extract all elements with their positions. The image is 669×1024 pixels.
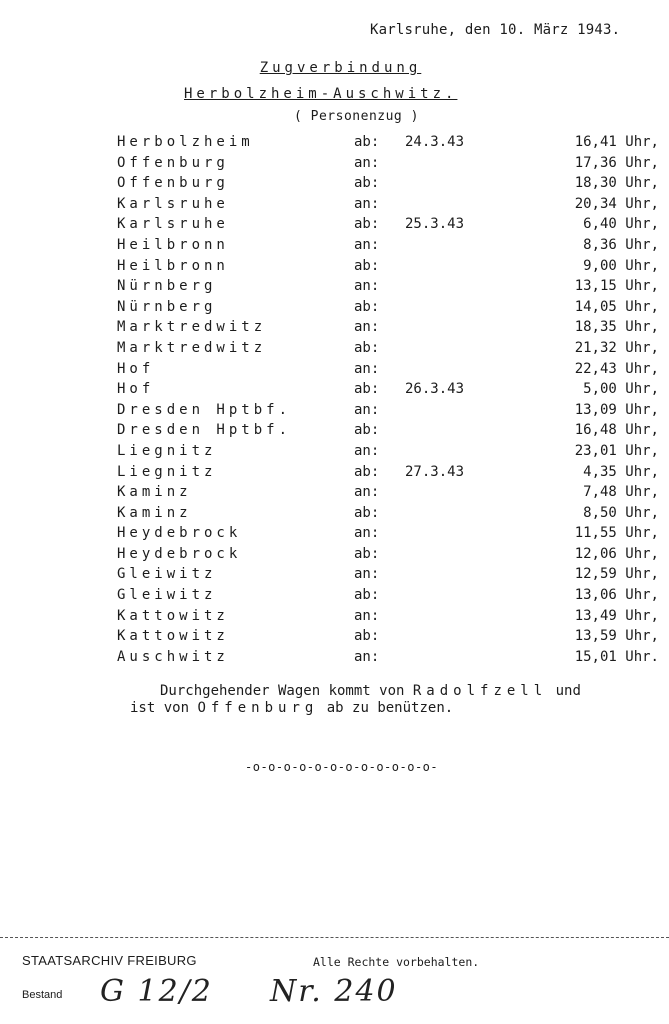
arrival-departure: an: xyxy=(354,484,380,501)
station-name: Heilbronn xyxy=(117,257,229,274)
arrival-departure: ab: xyxy=(354,422,380,439)
travel-date: 25.3.43 xyxy=(405,216,465,233)
table-row xyxy=(0,317,669,338)
departure-time: 22,43 Uhr, xyxy=(574,360,659,377)
station-name: Nürnberg xyxy=(117,298,217,315)
arrival-departure: ab: xyxy=(354,216,380,233)
departure-time: 12,59 Uhr, xyxy=(574,566,659,583)
arrival-departure: ab: xyxy=(354,504,380,521)
arrival-departure: ab: xyxy=(354,175,380,192)
station-name: Marktredwitz xyxy=(117,339,267,356)
station-name: Gleiwitz xyxy=(117,566,217,583)
departure-time: 13,59 Uhr, xyxy=(574,628,659,645)
station-name: Gleiwitz xyxy=(117,587,217,604)
station-name: Heydebrock xyxy=(117,545,242,562)
train-type: ( Personenzug ) xyxy=(294,109,419,124)
departure-time: 4,35 Uhr, xyxy=(583,463,659,480)
footer-divider xyxy=(0,937,669,938)
departure-time: 9,00 Uhr, xyxy=(583,257,659,274)
rights-notice: Alle Rechte vorbehalten. xyxy=(313,955,480,969)
table-row xyxy=(0,523,669,544)
station-name: Kaminz xyxy=(117,484,192,501)
table-row xyxy=(0,194,669,215)
table-row xyxy=(0,173,669,194)
station-name: Kattowitz xyxy=(117,628,229,645)
table-row xyxy=(0,647,669,668)
departure-time: 16,41 Uhr, xyxy=(574,134,659,150)
station-name: Liegnitz xyxy=(117,442,217,459)
bestand-label: Bestand xyxy=(22,989,63,1001)
arrival-departure: ab: xyxy=(354,298,380,315)
table-row xyxy=(0,153,669,174)
place-date: Karlsruhe, den 10. März 1943. xyxy=(370,22,621,38)
note-line-1 xyxy=(160,683,581,700)
station-name: Karlsruhe xyxy=(117,216,229,233)
note-line-2 xyxy=(130,700,581,717)
station-name: Auschwitz xyxy=(117,648,229,665)
departure-time: 23,01 Uhr, xyxy=(574,442,659,459)
arrival-departure: an: xyxy=(354,195,380,212)
travel-date: 26.3.43 xyxy=(405,381,465,398)
arrival-departure: ab: xyxy=(354,463,380,480)
station-name: Hof xyxy=(117,360,155,377)
arrival-departure: an: xyxy=(354,442,380,459)
table-row xyxy=(0,235,669,256)
arrival-departure: ab: xyxy=(354,381,380,398)
arrival-departure: ab: xyxy=(354,134,380,150)
departure-time: 17,36 Uhr, xyxy=(574,154,659,171)
note-line-1-place: Radolfzell xyxy=(412,683,548,699)
departure-time: 21,32 Uhr, xyxy=(574,339,659,356)
station-name: Hof xyxy=(117,381,155,398)
table-row xyxy=(0,544,669,565)
separator-line: -o-o-o-o-o-o-o-o-o-o-o-o- xyxy=(245,760,439,774)
departure-time: 6,40 Uhr, xyxy=(583,216,659,233)
note-line-2-prefix: ist von xyxy=(130,700,190,716)
departure-time: 18,35 Uhr, xyxy=(574,319,659,336)
departure-time: 14,05 Uhr, xyxy=(574,298,659,315)
bestand-signature: G 12/2 xyxy=(100,974,213,1009)
table-row xyxy=(0,626,669,647)
document-title: Zugverbindung xyxy=(259,60,422,76)
station-name: Marktredwitz xyxy=(117,319,267,336)
table-row xyxy=(0,256,669,277)
station-name: Offenburg xyxy=(117,154,229,171)
station-name: Nürnberg xyxy=(117,278,217,295)
note-line-1-suffix: und xyxy=(555,683,581,699)
arrival-departure: an: xyxy=(354,401,380,418)
travel-date: 24.3.43 xyxy=(405,134,465,150)
arrival-departure: an: xyxy=(354,236,380,253)
note-line-1-prefix: Durchgehender Wagen kommt von xyxy=(160,683,405,699)
travel-date: 27.3.43 xyxy=(405,463,465,480)
through-car-note xyxy=(130,683,581,717)
departure-time: 7,48 Uhr, xyxy=(583,484,659,501)
departure-time: 8,50 Uhr, xyxy=(583,504,659,521)
departure-time: 16,48 Uhr, xyxy=(574,422,659,439)
station-name: Kattowitz xyxy=(117,607,229,624)
arrival-departure: an: xyxy=(354,360,380,377)
table-row xyxy=(0,297,669,318)
arrival-departure: an: xyxy=(354,648,380,665)
station-name: Heydebrock xyxy=(117,525,242,542)
arrival-departure: an: xyxy=(354,319,380,336)
table-row xyxy=(0,585,669,606)
table-row xyxy=(0,338,669,359)
station-name: Kaminz xyxy=(117,504,192,521)
arrival-departure: ab: xyxy=(354,545,380,562)
note-line-2-suffix: ab zu benützen. xyxy=(326,700,454,716)
table-row xyxy=(0,462,669,483)
departure-time: 8,36 Uhr, xyxy=(583,236,659,253)
arrival-departure: ab: xyxy=(354,587,380,604)
table-row xyxy=(0,482,669,503)
table-row xyxy=(0,400,669,421)
table-row xyxy=(0,606,669,627)
station-name: Herbolzheim xyxy=(117,134,254,150)
arrival-departure: an: xyxy=(354,278,380,295)
departure-time: 20,34 Uhr, xyxy=(574,195,659,212)
station-name: Dresden Hptbf. xyxy=(117,422,292,439)
departure-time: 13,15 Uhr, xyxy=(574,278,659,295)
table-row xyxy=(0,564,669,585)
departure-time: 13,09 Uhr, xyxy=(574,401,659,418)
station-name: Dresden Hptbf. xyxy=(117,401,292,418)
departure-time: 11,55 Uhr, xyxy=(574,525,659,542)
note-line-2-place: Offenburg xyxy=(197,700,319,716)
arrival-departure: ab: xyxy=(354,339,380,356)
table-row xyxy=(0,359,669,380)
document-number: Nr. 240 xyxy=(270,974,398,1009)
table-row xyxy=(0,132,669,153)
arrival-departure: an: xyxy=(354,607,380,624)
table-row xyxy=(0,379,669,400)
arrival-departure: an: xyxy=(354,566,380,583)
departure-time: 15,01 Uhr. xyxy=(574,648,659,665)
departure-time: 12,06 Uhr, xyxy=(574,545,659,562)
table-row xyxy=(0,503,669,524)
departure-time: 13,06 Uhr, xyxy=(574,587,659,604)
route-title: Herbolzheim-Auschwitz. xyxy=(184,86,458,102)
arrival-departure: an: xyxy=(354,154,380,171)
table-row xyxy=(0,441,669,462)
station-name: Offenburg xyxy=(117,175,229,192)
arrival-departure: an: xyxy=(354,525,380,542)
arrival-departure: ab: xyxy=(354,257,380,274)
archive-stamp: STAATSARCHIV FREIBURG xyxy=(22,953,197,968)
departure-time: 18,30 Uhr, xyxy=(574,175,659,192)
station-name: Karlsruhe xyxy=(117,195,229,212)
timetable xyxy=(0,132,669,667)
arrival-departure: ab: xyxy=(354,628,380,645)
departure-time: 13,49 Uhr, xyxy=(574,607,659,624)
table-row xyxy=(0,214,669,235)
table-row xyxy=(0,420,669,441)
station-name: Liegnitz xyxy=(117,463,217,480)
table-row xyxy=(0,276,669,297)
departure-time: 5,00 Uhr, xyxy=(583,381,659,398)
station-name: Heilbronn xyxy=(117,236,229,253)
